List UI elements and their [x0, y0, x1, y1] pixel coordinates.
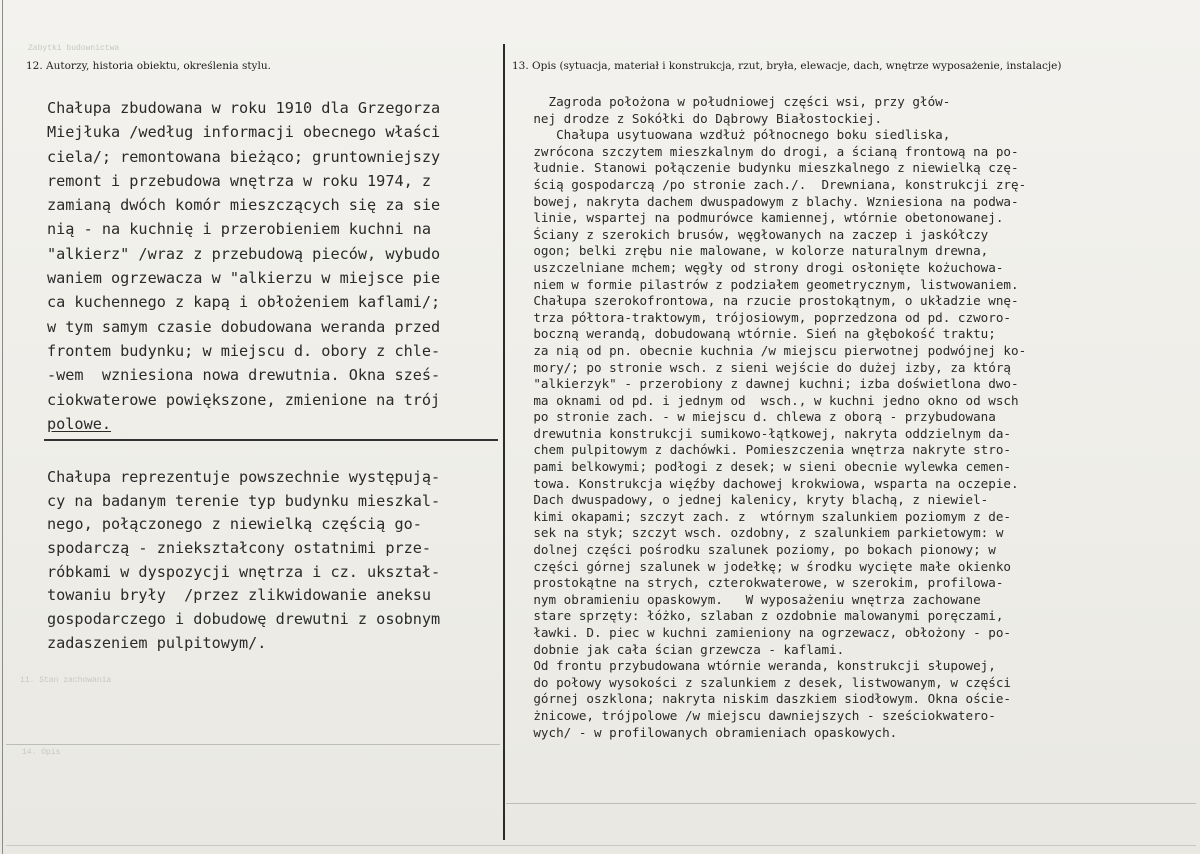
faint-print-low: 14. Opis [22, 748, 61, 757]
typed-line: chem pulpitowym z dachówki. Pomieszczenia wnętrza nakryte stro- [503, 442, 1011, 458]
typed-line: nią - na kuchnię i przerobieniem kuchni na [47, 220, 432, 239]
typed-line: ma oknami od pd. i jednym od wsch., w kuchni jedno okno od wsch [503, 392, 1019, 408]
typed-line: pami belkowymi; podłogi z desek; w sieni obecnie wylewka cemen- [503, 459, 1011, 475]
typed-line: towa. Konstrukcja więźby dachowej krokwiowa, wsparta na oczepie. [503, 475, 1019, 491]
typed-line: uszczelniane mchem; węgły od strony drogi osłonięte kożuchowa- [503, 259, 1004, 275]
typed-line: polowe. [47, 414, 112, 433]
typed-line: części górnej szalunek w jodełkę; w środku wycięte małe okienko [503, 558, 1011, 574]
typed-line: boczną werandą, dobudowaną wtórnie. Sień na głębokość traktu; [503, 326, 996, 342]
typed-line: cy na badanym terenie typ budynku mieszkal- [47, 491, 441, 510]
typed-line: róbkami w dyspozycji wnętrza i cz. ukształ- [47, 562, 441, 581]
typed-line: dolnej części pośrodku szalunek poziomy, po bokach pionowy; w [503, 542, 996, 558]
bottom-right-rule [506, 803, 1196, 804]
typed-line: ścią gospodarczą /po stronie zach./. Drewniana, konstrukcji zrę- [503, 176, 1027, 192]
faint-print-mid: 11. Stan zachowania [20, 676, 112, 685]
typed-line: za nią od pn. obecnie kuchnia /w miejscu pierwotnej podwójnej ko- [503, 342, 1027, 358]
typed-line: remont i przebudowa wnętrza w roku 1974, z [47, 171, 432, 190]
typed-line: w tym samym czasie dobudowana weranda przed [47, 317, 441, 336]
typed-line: Ściany z szerokich brusów, węgłowanych na zaczep i jaskółczy [503, 226, 989, 242]
typed-line: zadaszeniem pulpitowym/. [47, 633, 267, 652]
typed-line: ca kuchennego z kapą i obłożeniem kaflami/; [47, 293, 441, 312]
typed-line: Miejłuka /według informacji obecnego właści [47, 123, 441, 142]
left-section-separator [44, 439, 498, 441]
description-text-block [503, 94, 1197, 741]
typed-line: ciela/; remontowana bieżąco; gruntowniejszy [47, 147, 441, 166]
typed-line: frontem budynku; w miejscu d. obory z chle- [47, 341, 441, 360]
typed-line: zamianą dwóch komór mieszczących się za sie [47, 196, 441, 215]
typed-line: waniem ogrzewacza w "alkierzu w miejsce pie [47, 269, 441, 288]
typed-line: Chałupa zbudowana w roku 1910 dla Grzegorza [47, 99, 441, 117]
typed-line: spodarczą - zniekształcony ostatnimi prze- [47, 539, 432, 558]
typed-line: Chałupa reprezentuje powszechnie występują- [47, 468, 441, 486]
typed-line: wych/ - w profilowanych obramieniach opaskowych. [503, 724, 898, 740]
typed-line: dobnie jak cała ścian grzewcza - kaflami. [503, 641, 845, 657]
typed-line: sek na styk; szczyt wsch. ozdobny, z szalunkiem parkietowym: w [503, 525, 1004, 541]
typed-line: linie, wspartej na podmurówce kamiennej, wtórnie obetonowanej. [503, 210, 1004, 226]
typed-line: mory/; po stronie wsch. z sieni wejście do dużej izby, za którą [503, 359, 1011, 375]
typed-line: niem w formie pilastrów z podziałem geometrycznym, listwowaniem. [503, 276, 1019, 292]
typed-line: żnicowe, trójpolowe /w miejscu dawniejszych - sześciokwatero- [503, 707, 996, 723]
typed-line: Od frontu przybudowana wtórnie weranda, konstrukcji słupowej, [503, 658, 996, 674]
faint-print-top: Zabytki budownictwa [28, 44, 120, 53]
field-13-header: 13. Opis (sytuacja, materiał i konstrukcja, rzut, bryła, elewacje, dach, wnętrze wyposażenie, instalacje) [512, 60, 1062, 72]
typed-line: "alkierzyk" - przerobiony z dawnej kuchni; izba doświetlona dwo- [503, 376, 1019, 392]
typed-line: gospodarczego i dobudowę drewutni z osobnym [47, 610, 441, 629]
typed-line: prostokątne na strych, czterokwaterowe, w szerokim, profilowa- [503, 575, 1004, 591]
bottom-edge-rule [6, 845, 1196, 846]
bottom-left-rule [6, 744, 500, 745]
field-12-header: 12. Autorzy, historia obiektu, określenia stylu. [26, 60, 271, 72]
typed-line: łudnie. Stanowi połączenie budynku mieszkalnego z niewielką czę- [503, 160, 1019, 176]
style-assessment-text-block [47, 466, 502, 656]
typed-line: towaniu bryły /przez zlikwidowanie aneksu [47, 586, 432, 605]
typed-line: stare sprzęty: łóżko, szlaban z ozdobnie malowanymi poręczami, [503, 608, 1004, 624]
typed-line: zwrócona szczytem mieszkalnym do drogi, a ścianą frontową na po- [503, 143, 1019, 159]
left-border-line [2, 0, 3, 854]
typed-line: po stronie zach. - w miejscu d. chlewa z oborą - przybudowana [503, 409, 996, 425]
typed-line: ławki. D. piec w kuchni zamieniony na ogrzewacz, obłożony - po- [503, 625, 1011, 640]
typed-line: drewutnia konstrukcji sumikowo-łątkowej, nakryta oddzielnym da- [503, 425, 1011, 441]
typed-line: Chałupa usytuowana wzdłuż północnego boku siedliska, [503, 127, 951, 143]
typed-line: nej drodze z Sokółki do Dąbrowy Białostockiej. [503, 110, 883, 126]
typed-line: "alkierz" /wraz z przebudową pieców, wybudo [47, 244, 441, 263]
typed-line: górnej oszklona; nakryta niskim daszkiem siodłowym. Okna oście- [503, 691, 1011, 707]
history-text-block [47, 96, 502, 436]
typed-line: ogon; belki zrębu nie malowane, w kolorze naturalnym drewna, [503, 243, 989, 259]
typed-line: Zagroda położona w południowej części wsi, przy głów- [503, 94, 951, 109]
typed-line: nego, połączonego z niewielką częścią go- [47, 515, 422, 534]
typed-line: nym obramieniu opaskowym. W wyposażeniu wnętrza zachowane [503, 591, 981, 607]
typed-line: do połowy wysokości z szalunkiem z desek, listwowanym, w części [503, 674, 1011, 690]
typed-line: -wem wzniesiona nowa drewutnia. Okna sześ- [47, 366, 441, 385]
typed-line: Chałupa szerokofrontowa, na rzucie prostokątnym, o układzie wnę- [503, 293, 1019, 309]
typed-line: ciokwaterowe powiększone, zmienione na trój [47, 390, 441, 409]
typed-line: bowej, nakryta dachem dwuspadowym z blachy. Wzniesiona na podwa- [503, 193, 1019, 209]
typed-line: kimi okapami; szczyt zach. z wtórnym szalunkiem poziomym z de- [503, 508, 1011, 524]
typed-line: trza półtora-traktowym, trójosiowym, poprzedzona od pd. czworo- [503, 309, 1011, 325]
typed-line: Dach dwuspadowy, o jednej kalenicy, kryty blachą, z niewiel- [503, 492, 989, 508]
